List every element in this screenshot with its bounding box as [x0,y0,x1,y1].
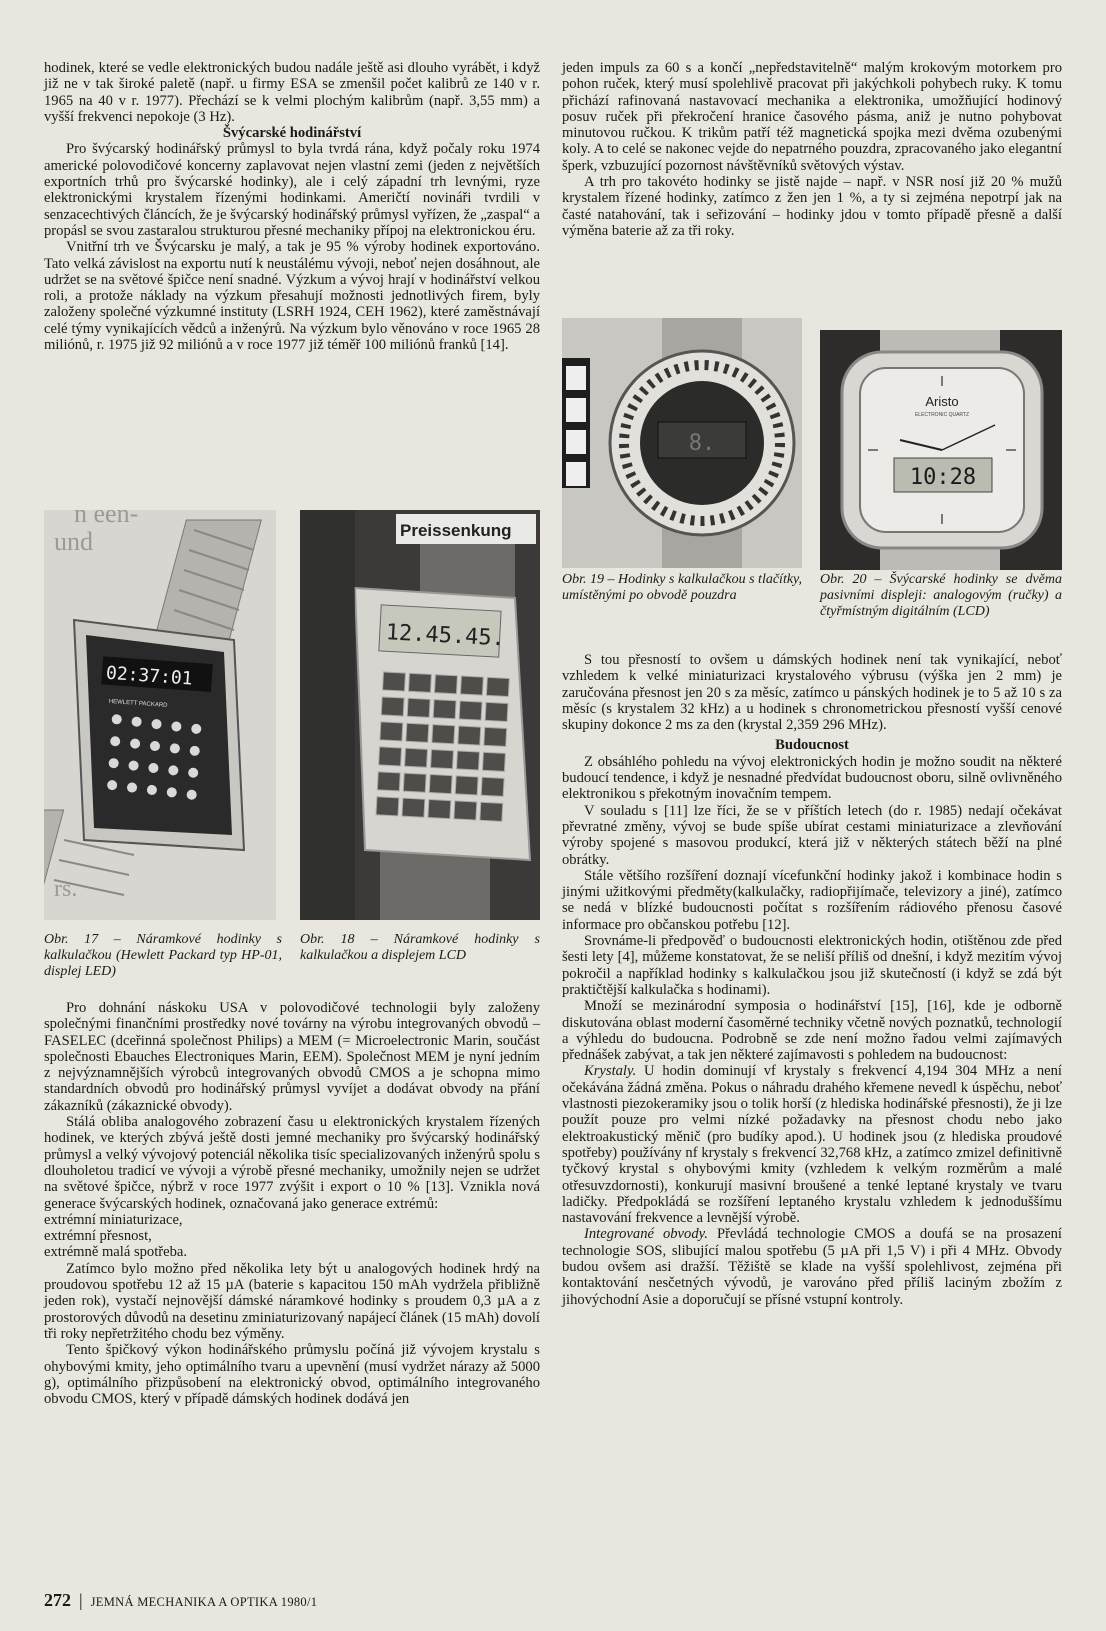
photo-lcd-calculator-watch [300,510,540,920]
paragraph-crystals [562,1063,1062,1226]
paragraph-text: Převládá technologie CMOS a doufá se na prosazení technologie SOS, slibující malou spotřebu (5 µA při 1,5 V) i při 4 MHz. Obvody budou ovšem asi dražší. Těžiště se klade na vyšší spolehlivost, zejména při kontaktování nesčetných vývodů, je varováno před příliš laciným zbožím z jihovýchodní Asie a doporučují se přísné vstupní kontroly. [562,1226,1062,1308]
section-heading-swiss: Švýcarské hodinářství [222,125,362,142]
paragraph: Pro dohnání náskoku USA v polovodičové technologii byly založeny společnými finančními prostředky nové továrny na výrobu integrovaných obvodů – FASELEC (dceřinná společnost Philips) a MEM (= Microelectronic Marin, součást společnosti Ebauches Electroniques Marin, EEM). Společnost MEM je nyní jedním z nejvýznamnějších výrobců integrovaných obvodů CMOS a je schopna mimo standardních obvodů pro hodinářský průmysl vyvíjet a dodávat obvody na přání zákazníků (zákaznické obvody). [44,1000,540,1114]
page-footer [44,1590,317,1611]
right-column-bottom [562,652,1062,1308]
paragraph: S tou přesností to ovšem u dámských hodinek není tak vynikající, neboť vzhledem k velké miniaturizaci krystalového výbrusu (výška jen 2 mm) je zaručována přesnost jen 20 s za měsíc, zatímco u pánských hodinek je to 5 až 10 s za měsíc (s krystalem 32 kHz) a u hodinek s chronometrickou přesností vyšší cenové skupiny dokonce 2 ms za den (krystal 2,359 296 MHz). [562,652,1062,734]
caption-fig-20: Obr. 20 – Švýcarské hodinky se dvěma pasivními displeji: analogovým (ručky) a čtyřmístným digitálním (LCD) [820,572,1062,619]
paragraph: A trh pro takovéto hodinky se jistě najde – např. v NSR nosí již 20 % mužů krystalem řízené hodinky, zatímco z žen jen 1 %, a ty si zejména nepotrpí jak na časté natahování, tak i seřizování – hodinky jdou v tomto případě přesně a další výměna baterie až za tři roky. [562,174,1062,239]
paragraph: jeden impuls za 60 s a končí „nepředstavitelně“ malým krokovým motorkem pro pohon ruček, který musí spolehlivě pracovat při jakýchkoli pohybech ruky. K tomu přichází rafinovaná nastavovací mechanika a elektronika, umožňující hodinový posuv ruček při překročení hranice časového pásma, aniž je nutno pohybovat minutovou ručkou. K trikům patří též magnetická spojka mezi dvěma ozubenými koly. A to celé se nakonec vejde do nepatrného pouzdra, zpracovaného jako elegantní šperk, vzbuzující pozornost návštěvníků světových výstav. [562,60,1062,174]
photo-hp01-watch [44,510,276,920]
left-column-top [44,60,540,353]
brand-label: HEWLETT PACKARD [108,698,168,709]
brand-label: Aristo [925,394,959,409]
photo-aristo-watch [820,330,1062,570]
caption-fig-17: Obr. 17 – Náramkové hodinky s kalkulačkou (Hewlett Packard typ HP-01, displej LED) [44,932,282,979]
list-item: extrémní miniaturizace, [44,1211,183,1228]
left-column-bottom [44,1000,540,1407]
paragraph: Množí se mezinárodní symposia o hodinářství [15], [16], kde je odborně diskutována oblast moderní časoměrné techniky včetně nových poznatků, technologií a výhledu do budoucna. Podrobně se zde není možno řadou velmi zajímavých přednášek zabývat, a tak jen některé zajímavosti s pohledem na budoucnost: [562,998,1062,1064]
lcd-display: 8. [688,431,716,456]
paragraph: Z obsáhlého pohledu na vývoj elektronických hodin je možno soudit na některé budoucí tendence, i když je nesnadné předvídat budoucnost oboru, silně ovlivněného elektronikou s překotným inovačním tempem. [562,753,1062,803]
paragraph: Vnitřní trh ve Švýcarsku je malý, a tak je 95 % výroby hodinek exportováno. Tato velká závislost na exportu nutí k neustálému vývoji, neboť nejen dosáhnout, ale udržet se na světové špičce není snadné. Výzkum a vývoj hrají v hodinářství velkou roli, a protože náklady na výzkum přesahují možnosti jednotlivých firem, byly založeny společné výzkumné instituty (LSRH 1924, CEH 1962), které zaměstnávají celé týmy vynikajících vědců a inženýrů. Na výzkum bylo věnováno v roce 1965 28 miliónů, r. 1975 již 92 miliónů a v roce 1977 již téměř 100 miliónů franků [14]. [44,239,540,354]
background-text: rs. [54,876,78,902]
lcd-display: 10:28 [909,465,977,490]
paragraph-integrated-circuits [562,1226,1062,1307]
list-item: extrémní přesnost, [44,1228,152,1245]
paragraph: hodinek, které se vedle elektronických budou nadále ještě asi dlouho vyrábět, i když již ne v tak široké paletě (např. u firmy ESA se zmenšil počet kalibrů ze 140 v r. 1965 na 40 v r. 1977). Přechází se k velmi plochým kalibrům (např. 3,55 mm) a vyšší frekvenci nepokoje (3 Hz). [44,60,540,125]
paragraph: Srovnáme-li předpověď o budoucnosti elektronických hodin, otištěnou zde před šesti lety [4], můžeme konstatovat, že se neliší příliš od dnešní, i když mezitím vývoj pokročil a například hodinky s kalkulačkou jsou již skutečností (i když se zdá být praktičtější kalkulačka s hodinami). [562,933,1062,998]
run-in-heading: Krystaly. [584,1063,637,1080]
paragraph: Stálá obliba analogového zobrazení času u elektronických krystalem řízených hodinek, ve kterých zbývá ještě dosti jemné mechaniky pro švýcarský hodinářský průmysl a velký vývojový potenciál několika tisíc specializovaných inženýrů spolu s dlouholetou tradicí ve vývoji a výrobě přesné mechaniky, umožnily nejen se udržet na světové špičce, nýbrž v roce 1977 zvýšit i export o 10 % [13]. Vznikla nová generace švýcarských hodinek, označovaná jako generace extrémů: [44,1114,540,1212]
paragraph-text: U hodin dominují vf krystaly s frekvencí 4,194 304 MHz a není očekávána žádná změna. Pokus o náhradu drahého křemene nevedl k úspěchu, neboť vlastnosti piezokeramiky jsou o tolik horší (z hlediska hodinářské přesnosti), že ji lze použít pouze pro velmi nízké požadavky na přesnost chodu nebo jako elektroakustický měnič (pro budíky apod.). U hodinek jsou (z hlediska proudové spotřeby) používány nf krystaly s frekvencí 32,768 kHz, a zatímco zmizel definitivně tyčkový krystal s ohybovými kmity (vzhledem k velkým rozměrům a malé otřesuvzdornosti), konkurují masivní broušené a tenké leptané krystaly ve tvaru ladičky. Předpokládá se rozšíření leptaného krystalu vzhledem k jednoduššímu nastavování frekvence a levnější výrobě. [562,1063,1062,1227]
caption-fig-19: Obr. 19 – Hodinky s kalkulačkou s tlačítky, umístěnými po obvodě pouzdra [562,572,802,603]
run-in-heading: Integrované obvody. [584,1226,708,1243]
paragraph: V souladu s [11] lze říci, že se v příštích letech (do r. 1985) nedají očekávat převratné změny, vývoj se bude spíše ubírat cestami miniaturizace a zlevňování výroby spojené s masovou produkcí, která již v některých státech běží na plné obrátky. [562,802,1062,868]
paragraph: Pro švýcarský hodinářský průmysl to byla tvrdá rána, když počaly roku 1974 americké polovodičové koncerny zaplavovat nejen vlastní zemi (jeden z největších exportních trhů pro švýcarské hodinky), ale i celý západní trh levnými, ryze elektronickými krystalem řízenými hodinkami. Američtí novináři tvrdili v senzacechtivých článcích, že je švýcarský hodinářský průmysl vyřízen, že „zaspal“ a propásl se svou zastaralou strukturou přesné mechaniky přípoj na elektronickou éru. [44,141,540,239]
background-text: n een- [74,510,139,528]
lcd-display: 12.45.45. [385,620,506,652]
caption-fig-18: Obr. 18 – Náramkové hodinky s kalkulačkou a displejem LCD [300,932,540,963]
right-column-top [562,60,1062,239]
banner-text: Preissenkung [400,521,512,540]
list-item: extrémně malá spotřeba. [44,1244,188,1261]
page-number: 272 [44,1590,71,1610]
paragraph: Stále většího rozšíření doznají vícefunkční hodinky jakož i kombinace hodin s jinými užitkovými předměty(kalkulačky, radiopřijímače, televizory a jiné), zatímco se nedá v blízké budoucnosti počítat s rozšířením rádiového přenosu časové informace pro občanskou potřebu [12]. [562,867,1062,933]
journal-title: JEMNÁ MECHANIKA A OPTIKA 1980/1 [90,1595,318,1609]
extremes-list [44,1212,540,1261]
photo-button-ring-watch [562,318,802,568]
background-text: und [54,527,93,556]
sub-label: ELECTRONIC QUARTZ [914,412,970,418]
section-heading-future: Budoucnost [775,737,849,754]
led-display: 02:37:01 [105,662,194,690]
paragraph: Tento špičkový výkon hodinářského průmyslu počíná již vývojem krystalu s ohybovými kmity, jeho optimálního tvaru a upevnění (musí vydržet nárazy až 5000 g), optimálního přizpůsobení na elektronický obvod, optimálního integrovaného obvodu CMOS, který v případě dámských hodinek dodává jen [44,1342,540,1408]
paragraph: Zatímco bylo možno před několika lety být u analogových hodinek hrdý na proudovou spotřebu 12 až 15 µA (baterie s kapacitou 150 mAh vydržela přibližně jeden rok), vystačí nejnovější dámské náramkové hodinky s proudem 0,3 µA a z prostorových důvodů na desetinu zminiaturizovaný napájecí článek (15 mAh) dovolí tři roky nepřetržitého chodu bez výměny. [44,1260,540,1342]
footer-separator: | [79,1590,83,1610]
